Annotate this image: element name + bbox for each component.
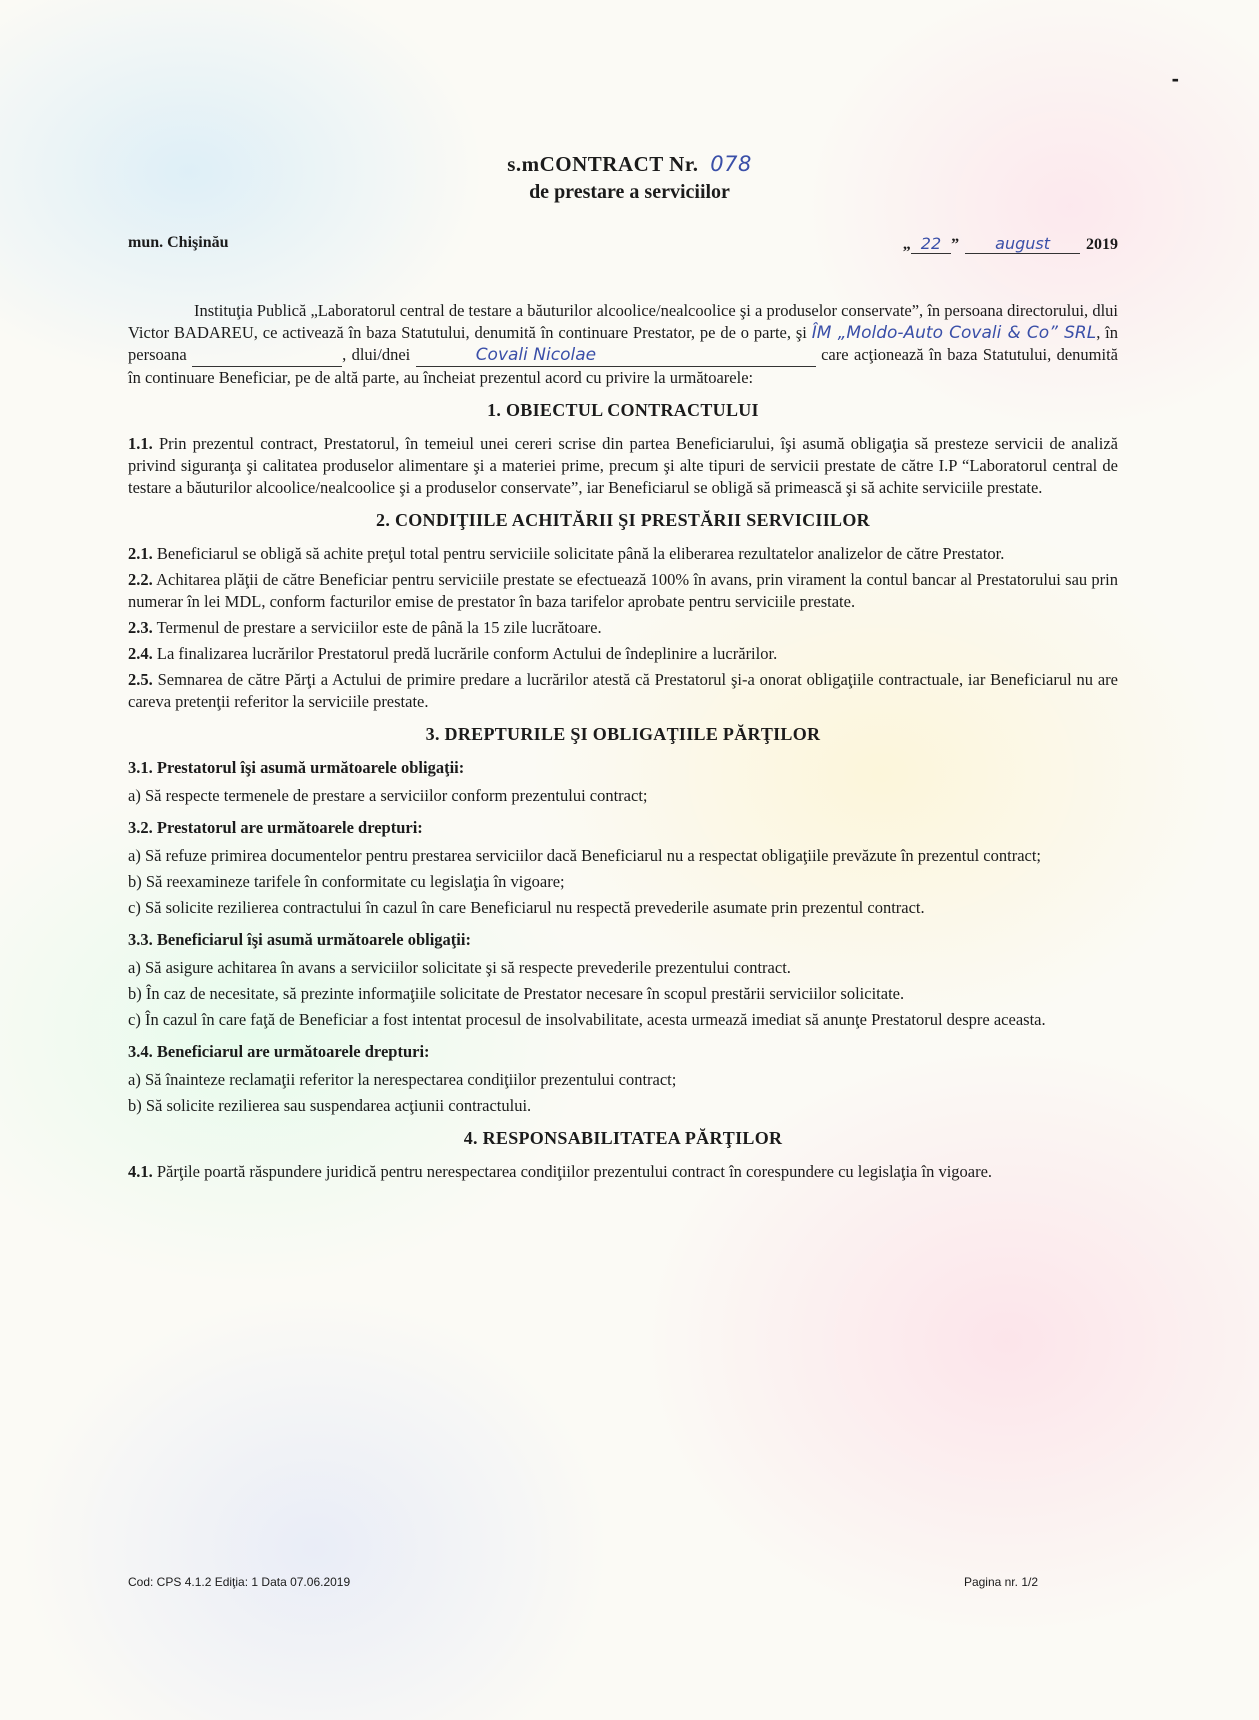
- date-month-handwritten: august: [965, 234, 1080, 254]
- clause-2-4: 2.4. La finalizarea lucrărilor Prestatorul predă lucrările conform Actului de îndeplinire a lucrărilor.: [128, 644, 778, 663]
- subsection-3-4: 3.4. Beneficiarul are următoarele drepturi:: [128, 1042, 430, 1061]
- section-1-title: 1. OBIECTUL CONTRACTULUI: [487, 400, 759, 420]
- item-3-2-b: b) Să reexamineze tarifele în conformitate cu legislaţia în vigoare;: [128, 872, 565, 891]
- subsection-3-2: 3.2. Prestatorul are următoarele drepturi:: [128, 818, 423, 837]
- item-3-2-a: a) Să refuze primirea documentelor pentru prestarea serviciilor dacă Beneficiarul nu a respectat obligaţiile prevăzute în prezentul contract;: [128, 846, 1042, 865]
- place-date-row: [128, 230, 1118, 256]
- clause-2-2: 2.2. Achitarea plăţii de către Beneficiar pentru serviciile prestate se efectuează 100% în avans, prin virament la contul bancar al Prestatorului sau prin numerar în lei MDL, conform facturilor emise de prestator în baza tarifelor aprobate pentru serviciile prestate.: [128, 570, 1119, 611]
- intro-paragraph: Instituţia Publică „Laboratorul central de testare a băuturilor alcoolice/nealcoolice şi a produselor conservate”, în persoana directorului, dlui Victor BADAREU, ce activează în baza Statutului, denumită în continuare Prestator, pe de o parte, şi ÎM „Moldo-Auto Covali & Co” SRL, în persoana , dlui/dnei Covali Nicolae care acţionează în baza Statutului, denumită în continuare Beneficiar, pe de altă parte, au încheiat prezentul acord cu privire la următoarele:: [128, 301, 1119, 387]
- contract-number-handwritten: 078: [710, 152, 752, 176]
- section-4-title: 4. RESPONSABILITATEA PĂRŢILOR: [463, 1128, 783, 1148]
- contract-title: [0, 152, 1259, 204]
- item-3-3-b: b) În caz de necesitate, să prezinte informaţiile solicitate de Prestator necesare în scopul prestării serviciilor solicitate.: [128, 984, 905, 1003]
- clause-1-1: 1.1. Prin prezentul contract, Prestatorul, în temeiul unei cereri scrise din partea Beneficiarului, îşi asumă obligaţia să presteze servicii de analiză privind siguranţa şi calitatea produselor alimentare şi a materiei prime, precum şi alte tipuri de servicii prestate de către I.P “Laboratorul central de testare a băuturilor alcoolice/nealcoolice şi a produselor conservate”, iar Beneficiarul se obligă să primească şi să achite serviciile prestate.: [128, 434, 1118, 497]
- section-3-title: 3. DREPTURILE ŞI OBLIGAŢIILE PĂRŢILOR: [425, 724, 821, 744]
- clause-2-1: 2.1. Beneficiarul se obligă să achite preţul total pentru serviciile solicitate până la eliberarea rezultatelor analizelor de către Prestator.: [128, 544, 1005, 563]
- corner-mark: -: [1171, 66, 1179, 91]
- item-3-4-b: b) Să solicite rezilierea sau suspendarea acţiunii contractului.: [128, 1096, 532, 1115]
- title-nr-label: Nr.: [669, 152, 699, 176]
- item-3-3-a: a) Să asigure achitarea în avans a serviciilor solicitate şi să respecte prevederile prezentului contract.: [128, 958, 791, 977]
- blank-line: [192, 344, 342, 367]
- clause-2-5: 2.5. Semnarea de către Părţi a Actului de primire predare a lucrărilor atestă că Prestatorul şi-a onorat obligaţiile contractuale, iar Beneficiarul nu are careva pretenţii referitor la serviciile prestate.: [128, 670, 1119, 711]
- date-year: 2019: [1086, 236, 1118, 253]
- city: mun. Chişinău: [128, 234, 229, 251]
- item-3-1-a: a) Să respecte termenele de prestare a serviciilor conform prezentului contract;: [128, 786, 648, 805]
- subsection-3-3: 3.3. Beneficiarul îşi asumă următoarele obligaţii:: [128, 930, 471, 949]
- date-day-handwritten: 22: [911, 234, 951, 254]
- contract-date: „ 22 ” august 2019: [902, 234, 1118, 253]
- beneficiary-name-handwritten: ÎM „Moldo-Auto Covali & Co” SRL: [811, 323, 1097, 343]
- contract-body: [128, 300, 1118, 1187]
- clause-4-1: 4.1. Părţile poartă răspundere juridică pentru nerespectarea condiţiilor prezentului contract în corespundere cu legislaţia în vigoare.: [128, 1162, 993, 1181]
- document-code: Cod: CPS 4.1.2 Ediţia: 1 Data 07.06.2019: [128, 1575, 351, 1589]
- item-3-2-c: c) Să solicite rezilierea contractului în cazul în care Beneficiarul nu respectă prevederile asumate prin prezentul contract.: [128, 898, 925, 917]
- page-number: Pagina nr. 1/2: [963, 1575, 1038, 1589]
- item-3-3-c: c) În cazul în care faţă de Beneficiar a fost intentat procesul de insolvabilitate, acesta urmează imediat să anunţe Prestatorul despre aceasta.: [128, 1010, 1046, 1029]
- representative-name-handwritten: Covali Nicolae: [416, 344, 816, 367]
- clause-2-3: 2.3. Termenul de prestare a serviciilor este de până la 15 zile lucrătoare.: [128, 618, 602, 637]
- contract-subtitle: de prestare a serviciilor: [529, 181, 730, 203]
- title-prefix: s.mCONTRACT: [507, 152, 664, 176]
- item-3-4-a: a) Să înainteze reclamaţii referitor la nerespectarea condiţiilor prezentului contract;: [128, 1070, 677, 1089]
- section-2-title: 2. CONDIŢIILE ACHITĂRII ŞI PRESTĂRII SERVICIILOR: [376, 510, 870, 530]
- subsection-3-1: 3.1. Prestatorul îşi asumă următoarele obligaţii:: [128, 758, 465, 777]
